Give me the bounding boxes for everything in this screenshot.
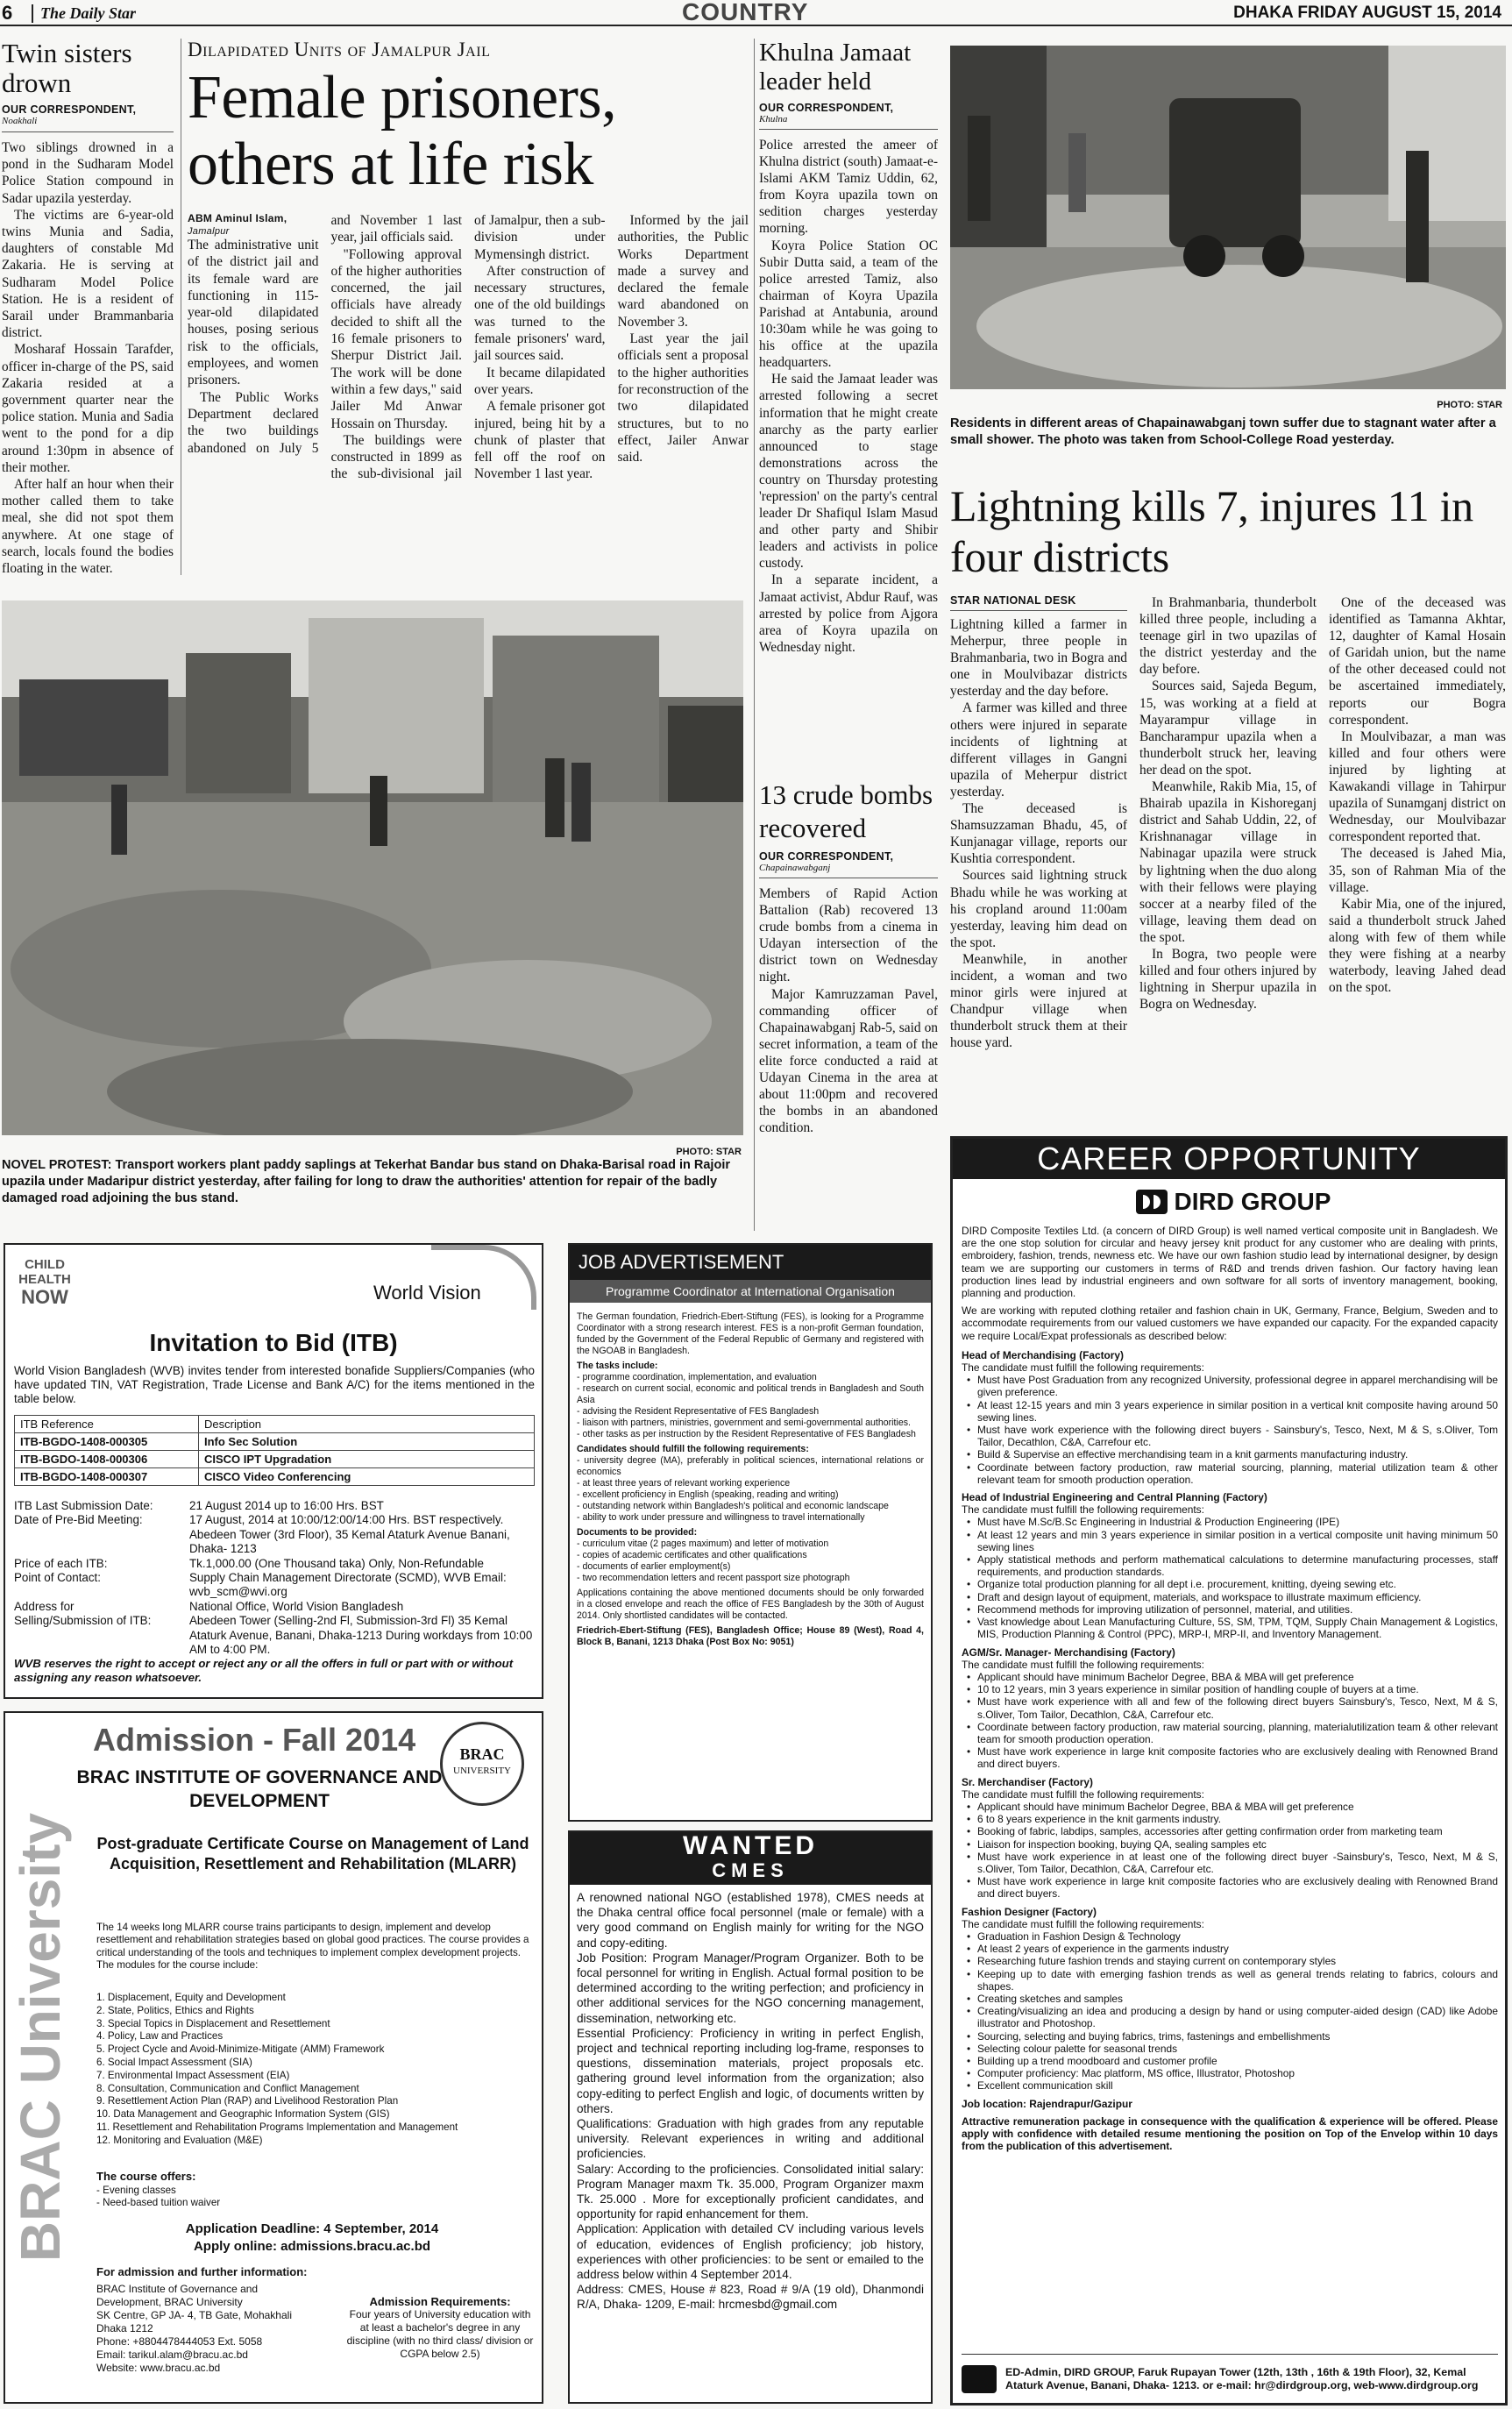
itb-items-table xyxy=(14,1415,535,1486)
paragraph: Job Position: Program Manager/Program Organizer. Both to be focal personnel for writing in English. Actual formal position to be determined according to the writing perfection; and proficiency in other additional services for the NGO concerning management, dissemination, networking etc. xyxy=(577,1951,924,2025)
paragraph: Informed by the jail authorities, the Public Works Department made a survey and declared the female ward abandoned on November 3. xyxy=(617,213,749,330)
list-item: • 10 to 12 years, min 3 years experience in similar position of handling couple of buyers at a time. xyxy=(962,1683,1498,1695)
caption-lead: NOVEL PROTEST: xyxy=(2,1158,112,1172)
paragraph: A female prisoner got injured, being hit by a chunk of plaster that fell off the roof on November 1 last year. xyxy=(474,399,606,482)
byline: STAR NATIONAL DESK xyxy=(950,594,1127,611)
position-block xyxy=(962,1349,1498,1486)
list-item: - Need-based tuition waiver xyxy=(96,2197,221,2208)
paragraph: Sources said lightning struck Bhadu while he was working at his cropland around 11:00am yesterday, leaving him dead on the spot. xyxy=(950,868,1127,950)
list-item: • Computer proficiency: Mac platform, MS office, Illustrator, Photoshop xyxy=(962,2067,1498,2079)
paragraph: The deceased is Jahed Mia, 35, son of Rahman Mia of the village. xyxy=(1329,846,1506,895)
contact-line: Dhaka 1212 xyxy=(96,2322,153,2334)
list-item: • Must have work experience in large knit composite factories who are exclusively dealing with Renowned Brand and direct buyers. xyxy=(962,1875,1498,1900)
list-item: • Graduation in Fashion Design & Technology xyxy=(962,1930,1498,1943)
table-cell: Info Sec Solution xyxy=(199,1433,535,1451)
list-item: 8. Consultation, Communication and Conflict Management xyxy=(96,2082,359,2094)
list-item: 6. Social Impact Assessment (SIA) xyxy=(96,2056,252,2068)
article-body xyxy=(2,139,174,577)
list-item: 12. Monitoring and Evaluation (M&E) xyxy=(96,2134,263,2146)
list-item: - university degree (MA), preferably in political sciences, international relations or economics xyxy=(577,1455,924,1477)
body-text xyxy=(188,212,749,483)
logo-line: CHILD xyxy=(25,1257,65,1272)
list-item: • Creating/visualizing an idea and producing a design by hand or using computer-aided design (CAD) like Adobe illustrator and Photoshop. xyxy=(962,2005,1498,2029)
position-lead: The candidate must fulfill the following requirements: xyxy=(962,1503,1204,1517)
paragraph: In Bogra, two people were killed and four others injured by lightning in Sherpur upazila in Bogra on Wednesday. xyxy=(1139,946,1317,1013)
detail-value: Tk.1,000.00 (One Thousand taka) Only, Non-Refundable xyxy=(189,1556,484,1570)
detail-row xyxy=(14,1571,535,1600)
dird-logo-text: DIRD GROUP xyxy=(1174,1188,1331,1215)
list-item: • 6 to 8 years experience in the knit garments industry. xyxy=(962,1813,1498,1825)
byline-name: ABM Aminul Islam, xyxy=(188,212,287,224)
position-title: Head of Merchandising (Factory) xyxy=(962,1348,1124,1361)
byline: OUR CORRESPONDENT, xyxy=(759,102,894,114)
photo-credit: PHOTO: STAR xyxy=(676,1147,742,1157)
list-item: • Must have work experience with the following direct buyers - Sainsbury's, Tesco, Next, M & S, s.Oliver, Tom Tailor, Decathlon, C&A, Carrefour etc. xyxy=(962,1424,1498,1448)
list-item: - excellent proficiency in English (speaking, reading and writing) xyxy=(577,1489,839,1500)
detail-label: ITB Last Submission Date: xyxy=(14,1499,153,1512)
ad-brac-university xyxy=(4,1711,543,2404)
ad-title: JOB ADVERTISEMENT xyxy=(570,1245,931,1280)
detail-label: Date of Pre-Bid Meeting: xyxy=(14,1513,143,1527)
table-cell: ITB-BGDO-1408-000306 xyxy=(15,1451,199,1468)
list-item: • Draft and design layout of equipment, materials, and workspace to illustrate maximum efficiency. xyxy=(962,1591,1498,1603)
position-title: Sr. Merchandiser (Factory) xyxy=(962,1775,1094,1788)
paragraph: Police arrested the ameer of Khulna district (south) Jamaat-e-Islami AKM Tamiz Uddin, 62, from Koyra upazila town on sedition charges yesterday morning. xyxy=(759,138,938,237)
list-item: • Coordinate between factory production, raw material sourcing, planning, material utilization team & other relevant team for smooth production operation. xyxy=(962,1461,1498,1486)
section-heading: Documents to be provided: xyxy=(577,1527,698,1538)
list-item: - research on current social, economic and political trends in Bangladesh and South Asia xyxy=(577,1383,924,1405)
body-column-1 xyxy=(950,594,1127,1051)
list-item: • At least 12 years and min 3 years experience in similar position in a vertical composite unit having minimum 50 sewing lines xyxy=(962,1529,1498,1553)
ad-fes-job xyxy=(568,1243,933,1822)
dird-logo xyxy=(1102,1186,1365,1218)
org-name: CMES xyxy=(712,1859,789,1881)
list-item: • Liaison for inspection booking, buying QA, sealing samples etc xyxy=(962,1838,1498,1851)
table-row xyxy=(15,1451,535,1468)
list-item: • At least 2 years of experience in the garments industry xyxy=(962,1943,1498,1955)
photo-caption: Residents in different areas of Chapainawabganj town suffer due to stagnant water after a small shower. The photo was taken from School-College Road yesterday. xyxy=(950,416,1496,447)
detail-label: Address for xyxy=(14,1599,75,1613)
list-item: 9. Resettlement Action Plan (RAP) and Livelihood Restoration Plan xyxy=(96,2095,399,2107)
position-title: Fashion Designer (Factory) xyxy=(962,1905,1097,1918)
list-item: • Excellent communication skill xyxy=(962,2079,1498,2092)
list-item: 2. State, Politics, Ethics and Rights xyxy=(96,2004,254,2016)
list-item: - two recommendation letters and recent passport size photograph xyxy=(577,1573,850,1583)
page-number: 6 xyxy=(2,2,13,24)
list-item: - advising the Resident Representative of FES Bangladesh xyxy=(577,1406,820,1417)
intro: DIRD Composite Textiles Ltd. (a concern of DIRD Group) is well named vertical composite unit in Bangladesh. We are the one stop solution for circular and heavy jersey knit product for any customer who are dealing with prints, embroidery, fashion, trends, newness etc. We have our own fashion studio lead by international designer, by design team we are supporting our customers in terms of R&D and trends driven fashion. Our factory having lean production lines lead by industrial engineers and own software for all sorts of inventory management, booking, planning and production. xyxy=(962,1225,1498,1300)
info-heading: For admission and further information: xyxy=(96,2265,308,2278)
headline: 13 crude bombs recovered xyxy=(759,779,933,843)
paragraph: Kabir Mia, one of the injured, said a thunderbolt struck Jahed along with few of them while they were fishing at a nearby waterbody, leaving Jahed dead on the spot. xyxy=(1329,896,1506,996)
article-body xyxy=(950,594,1508,1051)
table-cell: CISCO Video Conferencing xyxy=(199,1468,535,1486)
list-item: - liaison with partners, ministries, government and semi-governmental authorities. xyxy=(577,1418,911,1428)
list-item: • Build & Supervise an effective merchandising team in a knit garments manufacturing industry. xyxy=(962,1448,1498,1460)
ribbon-decoration xyxy=(431,1245,536,1310)
list-item: • Building up a trend moodboard and customer profile xyxy=(962,2055,1498,2067)
paragraph: After half an hour when their mother called them to take meal, she did not spot them anywhere. At one stage of search, locals found the bodies floating in the water. xyxy=(2,477,174,577)
position-title: AGM/Sr. Manager- Merchandising (Factory) xyxy=(962,1645,1175,1659)
detail-value: Supply Chain Management Directorate (SCMD), WVB Email: wvb_scm@wvi.org xyxy=(189,1571,507,1599)
requirements-text: Four years of University education with at least a bachelor's degree in any discipline (with no third class/ division or CGPA below 2.5) xyxy=(346,2308,534,2360)
brac-seal xyxy=(440,1722,524,1806)
paragraph: Koyra Police Station OC Subir Dutta said, a team of the police arrested Tamiz, also chairman of Koyra Upazila Parishad at Antabunia, around 10:30am while he was going to his office at the upazila headquarters. xyxy=(759,238,938,371)
paragraph: In Moulvibazar, a man was killed and four others were injured by lighting at Kawakandi village in Tahirpur upazila of Sunamganj district on Wednesday, our Moulvibazar correspondent reported that. xyxy=(1329,728,1506,845)
list-item: - Evening classes xyxy=(96,2185,176,2196)
detail-value: Abedeen Tower (Selling-2nd Fl, Submission-3rd Fl) 35 Kemal Ataturk Avenue, Banani, Dhaka-1213 During workdays from 10:00 AM to 4:00 PM. xyxy=(189,1614,533,1657)
ad-body xyxy=(577,1890,924,2313)
article-twin-sisters xyxy=(2,39,174,579)
street-photo-image xyxy=(950,46,1506,389)
detail-row xyxy=(14,1513,535,1556)
paragraph: Address: CMES, House # 823, Road # 9/A (19 old), Dhanmondi R/A, Dhaka- 1209, E-mail: hrcmesbd@gmail.com xyxy=(577,2283,924,2312)
paragraph: Last year the jail officials sent a proposal to the higher authorities for reconstruction of the two dilapidated structures, but to no effect, Jailer Anwar said. xyxy=(617,331,749,465)
detail-label: Price of each ITB: xyxy=(14,1556,108,1570)
paragraph: In Brahmanbaria, thunderbolt killed three people, including a teenage girl in two upazilas of the district yesterday and the day before. xyxy=(1139,595,1317,678)
module-list xyxy=(96,1992,535,2148)
seal-top: BRAC xyxy=(459,1745,505,1763)
article-jamalpur xyxy=(188,39,749,579)
paragraph: Meanwhile, Rakib Mia, 15, of Bhairab upazila in Kishoreganj district and Sahab Uddin, 22, of Krishnanagar village in Nabinagar upazila were struck by lightning when the duo along with their fellows were playing soccer at a nearby filed of the village, leaving them dead on the spot. xyxy=(1139,779,1317,945)
child-health-now-logo xyxy=(12,1257,77,1324)
course-title: Post-graduate Certificate Course on Management of Land Acquisition, Resettlement and Rehabilitation (MLARR) xyxy=(96,1835,529,1872)
paragraph: Application: Application with detailed CV including various levels of education, evidences of English proficiency; job history, experiences with other proficiencies: to be sent or emailed to the address below within 4 September 2014. xyxy=(577,2222,924,2282)
paragraph: Two siblings drowned in a pond in the Sudharam Model Police Station compound in Sadar upazila yesterday. xyxy=(2,140,174,206)
position-lead: The candidate must fulfill the following requirements: xyxy=(962,1917,1204,1930)
contact-footer xyxy=(962,2354,1498,2399)
list-item: • Must have M.Sc/B.Sc Engineering in Industrial & Production Engineering (IPE) xyxy=(962,1516,1498,1528)
job-location: Job location: Rajendrapur/Gazipur xyxy=(962,2097,1132,2110)
paragraph: In a separate incident, a Jamaat activist, Abdur Rauf, was arrested by police from Ajgora area of Koyra upazila on Wednesday night. xyxy=(759,572,938,655)
table-row xyxy=(15,1468,535,1486)
section-heading: The tasks include: xyxy=(577,1361,658,1371)
byline: OUR CORRESPONDENT, xyxy=(759,850,894,863)
ad-body xyxy=(577,1311,924,1648)
headline: Khulna Jamaat leader held xyxy=(759,39,912,96)
paragraph: The administrative unit of the district jail and its female ward are functioning in 115-year-old dilapidated houses, posing serious risk to the officials, employees, and women prisoners. xyxy=(188,238,319,388)
dird-logo-icon xyxy=(1136,1190,1168,1214)
position-block xyxy=(962,1776,1498,1901)
ad-dird-career xyxy=(950,1136,1508,2405)
list-item: 11. Resettlement and Rehabilitation Programs Implementation and Management xyxy=(96,2121,458,2133)
logo-line: HEALTH xyxy=(18,1272,71,1287)
detail-label: Point of Contact: xyxy=(14,1571,101,1585)
itb-disclaimer: WVB reserves the right to accept or reject any or all the offers in full or part with or without assigning any reason whatsoever. xyxy=(14,1657,514,1684)
byline xyxy=(188,212,319,237)
list-item: - documents of earlier employment(s) xyxy=(577,1561,731,1572)
list-item: • Creating sketches and samples xyxy=(962,1993,1498,2005)
section-heading: Candidates should fulfill the following requirements: xyxy=(577,1444,809,1454)
wanted-banner xyxy=(570,1832,931,1885)
detail-row xyxy=(14,1600,535,1614)
admission-title: Admission - Fall 2014 xyxy=(93,1722,416,1758)
logo-line: NOW xyxy=(21,1286,68,1308)
paragraph: Essential Proficiency: Proficiency in writing in perfect English, project and technical reporting including log-frame, responses to questions, dissemination materials, project proposals etc. gathering ground level information from the organization; also copy-editing to perfect English and logic, of documents written by others. xyxy=(577,2026,924,2115)
list-item: • Organize total production planning for all dept i.e. procurement, knitting, dyeing sewing etc. xyxy=(962,1578,1498,1590)
position-block xyxy=(962,1906,1498,2093)
course-offers xyxy=(96,2171,535,2209)
list-item: 3. Special Topics in Displacement and Resettlement xyxy=(96,2017,330,2029)
paragraph: It became dilapidated over years. xyxy=(474,365,606,397)
contact-address: ED-Admin, DIRD GROUP, Faruk Rupayan Tower (12th, 13th , 16th & 19th Floor), 32, Kemal Ataturk Avenue, Banani, Dhaka- 1213. or e-mail: hr@dirdgroup.org, web-www.dirdgroup.org xyxy=(1005,2365,1479,2391)
headline: Lightning kills 7, injures 11 in four districts xyxy=(950,481,1473,581)
body-column-2 xyxy=(1139,594,1317,1051)
itb-title: Invitation to Bid (ITB) xyxy=(149,1329,398,1356)
list-item: • Booking of fabric, labdips, samples, accessories after getting confirmation order from marketing team xyxy=(962,1825,1498,1837)
bus-stand-photo-image xyxy=(2,600,743,1135)
course-intro: The 14 weeks long MLARR course trains participants to design, implement and develop resettlement and rehabilitation strategies based on global good practices. The course provides a critical understanding of the tools and techniques to implement complex development projects. The modules for the course include: xyxy=(96,1922,529,1972)
position-block xyxy=(962,1646,1498,1771)
list-item: • At least 12-15 years and min 3 years experience in similar position in a vertical knit composite having around 50 sewing lines. xyxy=(962,1399,1498,1424)
contact-line: BRAC Institute of Governance and Development, BRAC University xyxy=(96,2283,259,2308)
vertical-brand: BRAC University xyxy=(9,1812,72,2263)
byline: OUR CORRESPONDENT, xyxy=(2,103,137,116)
list-item: • Sourcing, selecting and buying fabrics, trims, fastenings and embellishments xyxy=(962,2030,1498,2043)
requirements-heading: Admission Requirements: xyxy=(369,2295,511,2308)
paragraph: Salary: According to the proficiencies. Consolidated initial salary: Program Manager maxm Tk. 35.000, Program Organizer maxm Tk. 25.000 . More for exceptionally proficient candidates, and opportunity for rapid enhancement for them. xyxy=(577,2162,924,2221)
dird-logo-icon xyxy=(962,2365,997,2393)
list-item: • Vast knowledge about Lean Manufacturing Culture, 5S, SM, TPM, TQM, Supply Chain Management & Logistics, MIS, Production Planning & Control (PPC), MRP-I, MRP-II, and Inventory Management. xyxy=(962,1616,1498,1640)
list-item: • Keeping up to date with emerging fashion trends as well as general trends relating to fabrics, colours and shapes. xyxy=(962,1968,1498,1993)
article-crude-bombs xyxy=(759,778,938,1234)
deadline: Application Deadline: 4 September, 2014 xyxy=(185,2221,439,2236)
contact-line: Website: www.bracu.ac.bd xyxy=(96,2362,221,2374)
paragraph: A renowned national NGO (established 1978), CMES needs at the Dhaka central office focal personnel (male or female) with a very good command on English mainly for writing for the NGO and copy-editing. xyxy=(577,1891,924,1950)
detail-value: 17 August, 2014 at 10:00/12:00/14:00 Hrs. BST respectively. Abedeen Tower (3rd Floor), 35 Kemal Ataturk Avenue Banani, Dhaka- 1213 xyxy=(189,1513,510,1556)
article-body xyxy=(759,137,938,656)
list-item: - programme coordination, implementation, and evaluation xyxy=(577,1372,817,1382)
body-column-3 xyxy=(1329,594,1506,1051)
list-item: • Researching future fashion trends and staying current on contemporary styles xyxy=(962,1955,1498,1967)
wanted-title: WANTED xyxy=(683,1832,818,1860)
byline-location: Jamalpur xyxy=(188,226,230,237)
list-item: • Apply statistical methods and perform mathematical calculations to determine manufacturing processes, staff requirements, and production standards. xyxy=(962,1553,1498,1578)
list-item: • Recommend methods for improving utilization of personnel, material, and utilities. xyxy=(962,1603,1498,1616)
contact-line: Email: tarikul.alam@bracu.ac.bd xyxy=(96,2349,248,2361)
list-item: • Applicant should have minimum Bachelor Degree, BBA & MBA will get preference xyxy=(962,1671,1498,1683)
paragraph: Mosharaf Hossain Tarafder, officer in-charge of the PS, said Zakaria resided at a government quarter near the police station. Munia and Sadia went to the pond for a dip around 1:30pm in absence of their mother. xyxy=(2,342,174,475)
paragraph: Meanwhile, in another incident, a woman and two minor girls were injured at Chandpur village when thunderbolt struck them at their house yard. xyxy=(950,951,1127,1051)
admission-requirements xyxy=(344,2295,536,2361)
position-block xyxy=(962,1491,1498,1640)
photo-caption xyxy=(2,1157,747,1227)
world-vision-logo: World Vision xyxy=(373,1282,481,1304)
list-item: - at least three years of relevant working experience xyxy=(577,1478,791,1489)
list-item: • Must have work experience in at least one of the following direct buyer -Sainsbury's, Tesco, Next, M & S, s.Oliver, Tom Tailor, Decathlon, C&A, Carrefour etc. xyxy=(962,1851,1498,1875)
apply-online-link[interactable]: Apply online: admissions.bracu.ac.bd xyxy=(193,2239,431,2254)
offers-heading: The course offers: xyxy=(96,2171,196,2183)
table-header: Description xyxy=(199,1416,535,1433)
photo-credit: PHOTO: STAR xyxy=(1437,400,1502,410)
list-item: 1. Displacement, Equity and Development xyxy=(96,1992,286,2003)
section-title: COUNTRY xyxy=(682,0,809,25)
itb-intro: World Vision Bangladesh (WVB) invites tender from interested bonafide Suppliers/Companies (who have updated TIN, VAT Registration, Trade License and Bank A/C) for the items mentioned in the table below. xyxy=(14,1364,535,1405)
list-item: 4. Policy, Law and Practices xyxy=(96,2030,224,2043)
table-row xyxy=(15,1433,535,1451)
paragraph: Sources said, Sajeda Begum, 15, was working at a field at Mayarampur village in Bancharampur upazila when a thunderbolt struck her, leaving her dead on the spot. xyxy=(1139,679,1317,778)
position-lead: The candidate must fulfill the following requirements: xyxy=(962,1787,1204,1801)
institute-name: BRAC INSTITUTE OF GOVERNANCE AND DEVELOPMENT xyxy=(76,1767,443,1811)
ad-body xyxy=(962,1225,1498,2157)
list-item: - ability to work under pressure and willingness to travel internationally xyxy=(577,1512,865,1523)
list-item: - curriculum vitae (2 pages maximum) and letter of motivation xyxy=(577,1538,829,1549)
list-item: - other tasks as per instruction by the Resident Representative of FES Bangladesh xyxy=(577,1429,916,1439)
list-item: • Applicant should have minimum Bachelor Degree, BBA & MBA will get preference xyxy=(962,1801,1498,1813)
paragraph: He said the Jamaat leader was arrested following a secret information that he might create anarchy as the party earlier announced to stage demonstrations across the country on Thursday protesting 'repression' on the party's central leader Dr Shafiqul Islam Masud and other party and Shibir leaders and activists in police custody. xyxy=(759,372,938,572)
paragraph: Qualifications: Graduation with high grades from any reputable university. Relevant experiences in writing and additional proficiencies. xyxy=(577,2117,924,2161)
table-cell: ITB-BGDO-1408-000307 xyxy=(15,1468,199,1486)
article-khulna xyxy=(759,39,938,766)
contact-block xyxy=(96,2283,324,2375)
paragraph: Members of Rapid Action Battalion (Rab) recovered 13 crude bombs from a cinema in Udayan intersection of the district town on Wednesday night. xyxy=(759,886,938,985)
list-item: 5. Project Cycle and Avoid-Minimize-Mitigate (AMM) Framework xyxy=(96,2043,385,2056)
itb-details xyxy=(14,1499,535,1657)
paragraph: The victims are 6-year-old twins Munia and Sadia, daughters of constable Md Zakaria. He is serving at Sudharam Model Police Station. He is a resident of Sarail under Brammanbaria district. xyxy=(2,207,174,341)
paragraph: One of the deceased was identified as Tamanna Akhtar, 12, daughter of Kamal Hosain of Garidah union, but the name of the other deceased could not be ascertained immediately, reports our Bogra correspondent. xyxy=(1329,595,1506,728)
paragraph: A farmer was killed and three others were injured in separate incidents of lightning at different villages in Gangni upazila of Meherpur district yesterday. xyxy=(950,700,1127,799)
article-body xyxy=(759,885,938,1136)
column-divider xyxy=(754,39,755,1231)
byline-location: Khulna xyxy=(759,114,938,130)
caption-text: Transport workers plant paddy saplings at Tekerhat Bandar bus stand on Dhaka-Barisal road in Rajoir upazila under Madaripur district yesterday, after failing for long to draw the authorities' attention for repair of the badly damaged road adjoining the bus stand. xyxy=(2,1158,730,1205)
detail-row xyxy=(14,1557,535,1571)
byline-location: Noakhali xyxy=(2,116,174,132)
closing: Applications containing the above mentioned documents should be only forwarded in a closed envelope and reach the office of FES Bangladesh by the 30th of August 2014. Only shortlisted candidates will be contacted. xyxy=(577,1588,924,1621)
paragraph: The deceased is Shamsuzzaman Bhadu, 45, of Kunjanagar village, reports our Kushtia correspondent. xyxy=(950,801,1127,867)
list-item: • Coordinate between factory production, raw material sourcing, planning, materialutilization team & other relevant team for smooth production operation. xyxy=(962,1721,1498,1745)
kicker: Dilapidated Units of Jamalpur Jail xyxy=(188,39,491,60)
detail-row xyxy=(14,1614,535,1657)
table-cell: CISCO IPT Upgradation xyxy=(199,1451,535,1468)
list-item: 7. Environmental Impact Assessment (EIA) xyxy=(96,2069,290,2081)
list-item: • Must have work experience with all and few of the following direct buyers Sainsbury's, Tesco, Next, M & S, s.Oliver, Tom Tailor, Decathlon, C&A, Carrefour etc. xyxy=(962,1695,1498,1720)
list-item: • Must have Post Graduation from any recognized University, professional degree in apparel merchandising will be given preference. xyxy=(962,1374,1498,1398)
table-header-row xyxy=(15,1416,535,1433)
table-cell: ITB-BGDO-1408-000305 xyxy=(15,1433,199,1451)
position-lead: The candidate must fulfill the following requirements: xyxy=(962,1658,1204,1671)
masthead-name: The Daily Star xyxy=(32,4,136,23)
address: Friedrich-Ebert-Stiftung (FES), Bangladesh Office; House 89 (West), Road 4, Block B, Banani, 1213 Dhaka (Post Box No: 9051) xyxy=(577,1625,924,1647)
list-item: 10. Data Management and Geographic Information System (GIS) xyxy=(96,2108,390,2121)
intro: We are working with reputed clothing retailer and fashion chain in UK, Germany, France, Belgium, Sweden and to accommodate requirements from our valued customers we have expanded our capacity. For the expanded capacity we require Local/Expat professionals as described below: xyxy=(962,1304,1498,1342)
paragraph: "Following approval of the higher authorities concerned, the jail officials have already decided to shift all the 16 female prisoners to Sherpur District Jail. The work will be done within a few days," said Jailer Md Anwar Hossain on Thursday. xyxy=(330,246,462,431)
list-item: • Must have work experience in large knit composite factories who are exclusively dealing with Renowned Brand and direct buyers. xyxy=(962,1745,1498,1770)
paragraph: Lightning killed a farmer in Meherpur, three people in Brahmanbaria, two in Bogra and one in Moulvibazar districts yesterday and the day before. xyxy=(950,617,1127,700)
dateline: DHAKA FRIDAY AUGUST 15, 2014 xyxy=(1233,4,1501,22)
page-header xyxy=(0,0,1512,26)
paragraph: Major Kamruzzaman Pavel, commanding officer of Chapainawabganj Rab-5, said on secret information, a team of the elite force conducted a raid at Udayan Cinema in the area at about 11:00pm and recovered the bombs in an abandoned condition. xyxy=(759,986,938,1136)
detail-value: 21 August 2014 up to 16:00 Hrs. BST xyxy=(189,1499,384,1512)
seal-bottom: UNIVERSITY xyxy=(453,1766,511,1776)
main-photo xyxy=(2,600,743,1135)
paragraph: The Public Works Department declared the two buildings abandoned on July 5 and November 1 last year, jail officials said. xyxy=(188,213,462,456)
position-lead: The candidate must fulfill the following requirements: xyxy=(962,1361,1204,1375)
list-item: - outstanding network within Bangladesh's political and economic landscape xyxy=(577,1501,889,1511)
column-text xyxy=(950,616,1127,1051)
headline: Female prisoners, others at life risk xyxy=(188,64,617,198)
contact-line: SK Centre, GP JA- 4, TB Gate, Mohakhali xyxy=(96,2309,292,2321)
position-title: Head of Industrial Engineering and Central Planning (Factory) xyxy=(962,1491,1267,1504)
ad-subtitle: Programme Coordinator at International Organisation xyxy=(570,1280,931,1303)
list-item: - copies of academic certificates and other qualifications xyxy=(577,1550,807,1560)
article-body xyxy=(188,212,749,483)
ad-world-vision xyxy=(4,1243,543,1699)
article-lightning xyxy=(950,480,1508,1119)
stagnant-water-photo xyxy=(950,46,1506,389)
table-header: ITB Reference xyxy=(15,1416,199,1433)
contact-line: Phone: +8804478444053 Ext. 5058 xyxy=(96,2335,263,2348)
ad-cmes xyxy=(568,1830,933,2404)
detail-label: Selling/Submission of ITB: xyxy=(14,1614,152,1628)
list-item: • Selecting colour palette for seasonal trends xyxy=(962,2043,1498,2055)
intro: The German foundation, Friedrich-Ebert-Stiftung (FES), is looking for a Programme Coordinator with a strong research interest. FES is a non-profit German foundation, funded by the Government of the Federal Republic of Germany and registered with the NGOAB in Bangladesh. xyxy=(577,1311,924,1356)
detail-value: National Office, World Vision Bangladesh xyxy=(189,1599,404,1613)
closing: Attractive remuneration package in consequence with the qualification & experience will be offered. Please apply with confidence with detailed resume mentioning the position on Top of the Envelop within 10 days from the publication of this advertisement. xyxy=(962,2114,1498,2153)
paragraph: The buildings were constructed in 1899 as the sub-divisional jail of Jamalpur, then a sub-division under Mymensingh district. xyxy=(330,213,606,482)
itb-table xyxy=(14,1415,535,1486)
detail-row xyxy=(14,1499,535,1513)
paragraph: After construction of necessary structures, one of the old buildings was turned to the female prisoners' ward, jail sources said. xyxy=(474,263,606,364)
headline: Twin sisters drown xyxy=(2,39,132,98)
ad-title: CAREER OPPORTUNITY xyxy=(953,1139,1505,1179)
byline-location: Chapainawabganj xyxy=(759,863,938,878)
